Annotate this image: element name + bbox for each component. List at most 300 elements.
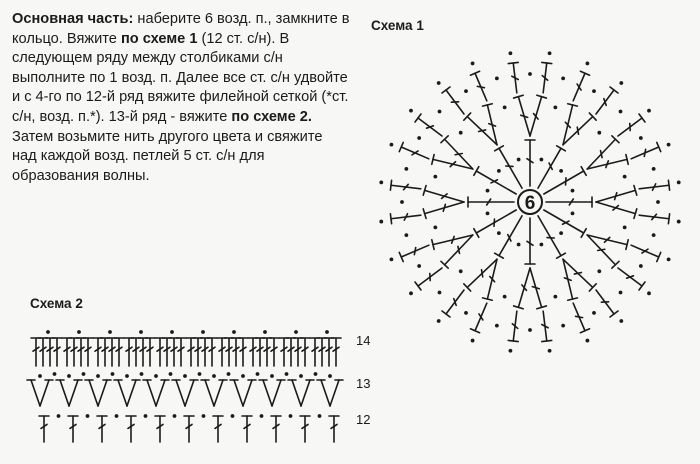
outer-chain-dot [586, 62, 590, 66]
v-left [89, 380, 98, 406]
row14-top-dot [263, 330, 267, 334]
round4-double-crochet [508, 311, 518, 341]
round3-double-crochet [530, 268, 546, 309]
row14-double-crochet [310, 338, 320, 366]
row13-chain-dot [53, 372, 57, 376]
row14-top-dot [232, 330, 236, 334]
row14-double-crochet [38, 338, 48, 366]
dc-stroke [390, 180, 391, 190]
row14-top-dot [170, 330, 174, 334]
round4-double-crochet [415, 268, 442, 290]
row13-chain-dot [256, 372, 260, 376]
row14-double-crochet [317, 338, 327, 366]
dc-crossbar [600, 151, 602, 158]
instructions-paragraph [12, 10, 350, 186]
dc-stroke [476, 210, 516, 233]
outer-chain-dot [379, 220, 383, 224]
dc-stroke [626, 155, 628, 165]
row13-chain-dot [227, 372, 231, 376]
outer-chain-dot [677, 220, 681, 224]
v-right [214, 380, 223, 406]
round1-double-crochet [525, 218, 535, 264]
round4-chain-dot [464, 311, 468, 315]
row13-v-stitch [143, 380, 169, 406]
round4-double-crochet [573, 303, 589, 333]
row14-double-crochet [124, 338, 134, 366]
round3-chain-dot [459, 269, 463, 273]
row12-double-crochet [329, 416, 339, 442]
scheme1-diagram [364, 40, 696, 370]
round3-double-crochet [423, 186, 464, 202]
round4-chain-dot [656, 200, 660, 204]
round4-double-crochet [573, 71, 589, 101]
round4-double-crochet [618, 114, 645, 136]
v-right [301, 380, 310, 406]
dc-stroke [544, 210, 584, 233]
outer-chain-dot [586, 339, 590, 343]
round2-chain-dot [559, 169, 563, 173]
round3-double-crochet [441, 235, 473, 268]
row12-double-crochet [271, 416, 281, 442]
dc-stroke [639, 114, 645, 122]
row13-v-stitch [201, 380, 227, 406]
dc-stroke [508, 62, 518, 63]
row14-double-crochet [300, 338, 310, 366]
instructions-text-2: (12 ст. с/н). В следующем ряду между столбиками с/н выполните по 1 возд. п. Далее все ст. с/н удвойте и с 4-го по 12-й ряд вяжите филейной сеткой (*ст. с/н, возд. п.*). 13-й ряд - вяжите [12, 30, 349, 125]
center-stitch-count: 6 [524, 193, 536, 214]
row14-double-crochet [31, 338, 41, 366]
v-left [118, 380, 127, 406]
row13-chain-dot [140, 372, 144, 376]
dc-stroke [415, 282, 421, 290]
row13-chain-dot [96, 374, 100, 378]
row12-double-crochet [155, 416, 165, 442]
outer-chain-dot [390, 143, 394, 147]
row12-chain-dot [318, 414, 322, 418]
row14-double-crochet [155, 338, 165, 366]
outer-chain-dot [647, 109, 651, 113]
dc-stroke [668, 180, 669, 190]
row14-double-crochet [83, 338, 93, 366]
dc-stroke [639, 282, 645, 290]
dc-stroke [668, 214, 669, 224]
instructions-text-3: Затем возьмите нить другого цвета и свяжите над каждой возд. петлей 5 ст. с/н для образования волны. [12, 128, 323, 184]
row12-double-crochet [242, 416, 252, 442]
round3-double-crochet [514, 268, 530, 309]
round4-double-crochet [390, 214, 420, 224]
round1-double-crochet [525, 140, 535, 186]
dc-crossbar [532, 287, 539, 289]
dc-crossbar [455, 154, 462, 155]
round2-chain-dot [497, 169, 501, 173]
dc-stroke [508, 340, 518, 341]
row12-chain-dot [289, 414, 293, 418]
v-left [292, 380, 301, 406]
round2-chain-dot [517, 158, 521, 162]
row13-chain-dot [82, 372, 86, 376]
row13-v-stitch [27, 380, 53, 406]
dc-stroke [390, 214, 391, 224]
round4-chain-dot [495, 324, 499, 328]
dc-stroke [483, 104, 493, 106]
row12-double-crochet [300, 416, 310, 442]
round4-chain-dot [652, 167, 656, 171]
round4-double-crochet [542, 311, 552, 341]
round3-chain-dot [553, 295, 557, 299]
round2-chain-dot [539, 243, 543, 247]
v-right [127, 380, 136, 406]
round4-chain-dot [639, 264, 643, 268]
dc-stroke [581, 167, 586, 176]
row12-double-crochet [97, 416, 107, 442]
row13-v-stitch [230, 380, 256, 406]
v-right [272, 380, 281, 406]
round1-double-crochet [474, 210, 516, 237]
row13-chain-dot [212, 374, 216, 378]
outer-chain-dot [471, 62, 475, 66]
row14-double-crochet [93, 338, 103, 366]
dc-stroke [557, 253, 566, 258]
round4-chain-dot [652, 233, 656, 237]
outer-chain-dot [437, 81, 441, 85]
row12-double-crochet [39, 416, 49, 442]
round2-chain-dot [486, 189, 490, 193]
row13-chain-dot [154, 374, 158, 378]
v-right [98, 380, 107, 406]
round1-double-crochet [546, 197, 592, 207]
row14-double-crochet [107, 338, 117, 366]
dc-crossbar [482, 270, 483, 277]
row14-double-crochet [76, 338, 86, 366]
row14-double-crochet [331, 338, 341, 366]
round4-chain-dot [404, 167, 408, 171]
dc-stroke [557, 146, 566, 151]
scheme2-label: Схема 2 [30, 296, 83, 311]
dc-stroke [442, 311, 450, 317]
dc-stroke [495, 146, 504, 151]
round4-chain-dot [561, 76, 565, 80]
round3-chain-dot [553, 105, 557, 109]
dc-stroke [415, 114, 421, 122]
row14-double-crochet [193, 338, 203, 366]
round3-chain-dot [597, 131, 601, 135]
scheme1-label: Схема 1 [371, 18, 424, 33]
row14-double-crochet [269, 338, 279, 366]
round4-double-crochet [508, 62, 518, 92]
round3-chain-dot [503, 295, 507, 299]
round3-chain-dot [433, 225, 437, 229]
dc-stroke [432, 155, 434, 165]
outer-chain-dot [437, 319, 441, 323]
round1-double-crochet [544, 167, 586, 194]
instructions-heading: Основная часть: [12, 11, 134, 27]
row14-double-crochet [217, 338, 227, 366]
row13-chain-dot [125, 374, 129, 378]
row13-v-stitch [259, 380, 285, 406]
round2-chain-dot [571, 211, 575, 215]
row14-double-crochet [45, 338, 55, 366]
dc-crossbar [598, 249, 605, 250]
round1-double-crochet [468, 197, 514, 207]
dc-crossbar [443, 204, 445, 211]
dc-crossbar [458, 246, 460, 253]
dc-crossbar [479, 130, 486, 132]
round4-chain-dot [561, 324, 565, 328]
round4-double-crochet [639, 180, 669, 190]
round4-chain-dot [464, 89, 468, 93]
round3-double-crochet [587, 235, 619, 268]
round1-double-crochet [544, 210, 586, 237]
row13-chain-dot [285, 372, 289, 376]
outer-chain-dot [509, 349, 513, 353]
round2-chain-dot [559, 231, 563, 235]
row14-double-crochet [324, 338, 334, 366]
row12-chain-dot [202, 414, 206, 418]
row14-double-crochet [131, 338, 141, 366]
row14-top-dot [325, 330, 329, 334]
dc-crossbar [576, 316, 583, 317]
row13-chain-dot [198, 372, 202, 376]
round4-chain-dot [417, 136, 421, 140]
round4-chain-dot [592, 89, 596, 93]
round3-chain-dot [503, 105, 507, 109]
round3-double-crochet [441, 136, 473, 169]
round3-double-crochet [530, 95, 546, 136]
row12-chain-dot [86, 414, 90, 418]
dc-stroke [538, 216, 561, 256]
row13-v-stitch [114, 380, 140, 406]
v-right [69, 380, 78, 406]
row-label-13: 13 [356, 376, 371, 391]
round4-double-crochet [596, 290, 618, 317]
round4-chain-dot [417, 264, 421, 268]
row12-chain-dot [231, 414, 235, 418]
dc-stroke [568, 104, 578, 106]
round1-double-crochet [495, 216, 522, 258]
v-left [205, 380, 214, 406]
row14-double-crochet [231, 338, 241, 366]
round3-chain-dot [597, 269, 601, 273]
round3-double-crochet [464, 259, 497, 291]
round4-double-crochet [399, 142, 429, 158]
row12-chain-dot [260, 414, 264, 418]
dc-stroke [568, 298, 578, 300]
round4-chain-dot [639, 136, 643, 140]
row14-double-crochet [62, 338, 72, 366]
row13-chain-dot [169, 372, 173, 376]
scheme2-diagram [20, 318, 380, 448]
v-left [321, 380, 330, 406]
row14-double-crochet [286, 338, 296, 366]
round2-chain-dot [539, 158, 543, 162]
row14-top-dot [46, 330, 50, 334]
round4-chain-dot [438, 110, 442, 114]
round4-double-crochet [631, 245, 661, 261]
row13-v-stitch [172, 380, 198, 406]
v-right [330, 380, 339, 406]
row14-top-dot [294, 330, 298, 334]
dc-stroke [499, 148, 522, 188]
row13-v-stitch [56, 380, 82, 406]
dc-stroke [542, 62, 552, 63]
round3-double-crochet [563, 259, 596, 291]
v-right [243, 380, 252, 406]
row12-double-crochet [213, 416, 223, 442]
dc-stroke [581, 229, 586, 238]
row13-chain-dot [314, 372, 318, 376]
round3-double-crochet [464, 113, 497, 145]
dc-stroke [544, 171, 584, 194]
row14-double-crochet [255, 338, 265, 366]
row14-top-dot [108, 330, 112, 334]
v-right [156, 380, 165, 406]
dc-stroke [495, 253, 504, 258]
round3-double-crochet [423, 202, 464, 218]
dc-crossbar [477, 86, 484, 87]
row14-double-crochet [100, 338, 110, 366]
round1-double-crochet [495, 146, 522, 188]
row14-double-crochet [224, 338, 234, 366]
round2-chain-dot [497, 231, 501, 235]
round3-chain-dot [433, 175, 437, 179]
round4-chain-dot [619, 291, 623, 295]
row14-double-crochet [248, 338, 258, 366]
round4-double-crochet [631, 142, 661, 158]
row14-double-crochet [186, 338, 196, 366]
v-left [147, 380, 156, 406]
dc-crossbar [521, 115, 528, 117]
v-left [60, 380, 69, 406]
outer-chain-dot [409, 291, 413, 295]
dc-stroke [538, 148, 561, 188]
row12-double-crochet [126, 416, 136, 442]
round3-chain-dot [459, 131, 463, 135]
round4-chain-dot [400, 200, 404, 204]
row-label-14: 14 [356, 333, 371, 348]
outer-chain-dot [409, 109, 413, 113]
round4-double-crochet [390, 180, 420, 190]
round4-double-crochet [442, 87, 464, 114]
dc-stroke [542, 340, 552, 341]
dc-stroke [499, 216, 522, 256]
v-left [234, 380, 243, 406]
instructions-text [12, 10, 350, 186]
v-left [176, 380, 185, 406]
round4-chain-dot [619, 110, 623, 114]
dc-stroke [474, 229, 479, 238]
dc-crossbar [615, 193, 617, 200]
row14-top-dot [201, 330, 205, 334]
row13-chain-dot [38, 374, 42, 378]
round2-chain-dot [571, 189, 575, 193]
outer-chain-dot [548, 349, 552, 353]
round4-double-crochet [639, 214, 669, 224]
row12-chain-dot [144, 414, 148, 418]
dc-stroke [474, 167, 479, 176]
dc-stroke [610, 311, 618, 317]
outer-chain-dot [677, 181, 681, 185]
row14-double-crochet [52, 338, 62, 366]
row14-top-dot [139, 330, 143, 334]
v-left [31, 380, 40, 406]
row13-chain-dot [299, 374, 303, 378]
row12-chain-dot [173, 414, 177, 418]
instructions-scheme2-ref: по схеме 2. [231, 108, 312, 125]
round4-chain-dot [528, 328, 532, 332]
v-left [263, 380, 272, 406]
row12-double-crochet [68, 416, 78, 442]
row13-v-stitch [85, 380, 111, 406]
dc-stroke [483, 298, 493, 300]
row13-chain-dot [111, 372, 115, 376]
round3-double-crochet [563, 113, 596, 145]
round2-chain-dot [517, 243, 521, 247]
row14-double-crochet [293, 338, 303, 366]
v-right [40, 380, 49, 406]
row14-double-crochet [262, 338, 272, 366]
outer-chain-dot [509, 51, 513, 55]
round3-double-crochet [596, 202, 637, 218]
row13-chain-dot [241, 374, 245, 378]
round4-double-crochet [542, 62, 552, 92]
row13-chain-dot [328, 374, 332, 378]
dc-stroke [432, 240, 434, 250]
round3-double-crochet [587, 136, 619, 169]
round1-double-crochet [538, 216, 565, 258]
row13-chain-dot [183, 374, 187, 378]
outer-chain-dot [390, 258, 394, 262]
row14-double-crochet [114, 338, 124, 366]
row14-top-dot [77, 330, 81, 334]
row14-double-crochet [200, 338, 210, 366]
round4-double-crochet [470, 71, 486, 101]
row13-v-stitch [288, 380, 314, 406]
outer-chain-dot [379, 181, 383, 185]
round3-chain-dot [623, 225, 627, 229]
row14-double-crochet [69, 338, 79, 366]
dc-stroke [476, 171, 516, 194]
row14-double-crochet [176, 338, 186, 366]
instructions-text-1: наберите 6 возд. п., замкните в кольцо. Вяжите [12, 11, 350, 47]
instructions-scheme1-ref: по схеме 1 [120, 30, 198, 47]
round3-double-crochet [514, 95, 530, 136]
dc-crossbar [574, 272, 581, 274]
dc-crossbar [577, 127, 578, 134]
row12-double-crochet [184, 416, 194, 442]
dc-stroke [626, 240, 628, 250]
round4-double-crochet [415, 114, 442, 136]
round4-chain-dot [438, 291, 442, 295]
row14-double-crochet [145, 338, 155, 366]
row14-double-crochet [279, 338, 289, 366]
row12-chain-dot [57, 414, 61, 418]
outer-chain-dot [548, 51, 552, 55]
round1-double-crochet [474, 167, 516, 194]
outer-chain-dot [619, 319, 623, 323]
outer-chain-dot [471, 339, 475, 343]
row13-v-stitch [317, 380, 343, 406]
dc-crossbar [644, 149, 645, 156]
round4-double-crochet [442, 290, 464, 317]
row14-double-crochet [162, 338, 172, 366]
row12-chain-dot [115, 414, 119, 418]
row-label-12: 12 [356, 412, 371, 427]
round4-chain-dot [592, 311, 596, 315]
outer-chain-dot [619, 81, 623, 85]
round3-double-crochet [596, 186, 637, 202]
round2-chain-dot [486, 211, 490, 215]
round4-chain-dot [528, 72, 532, 76]
